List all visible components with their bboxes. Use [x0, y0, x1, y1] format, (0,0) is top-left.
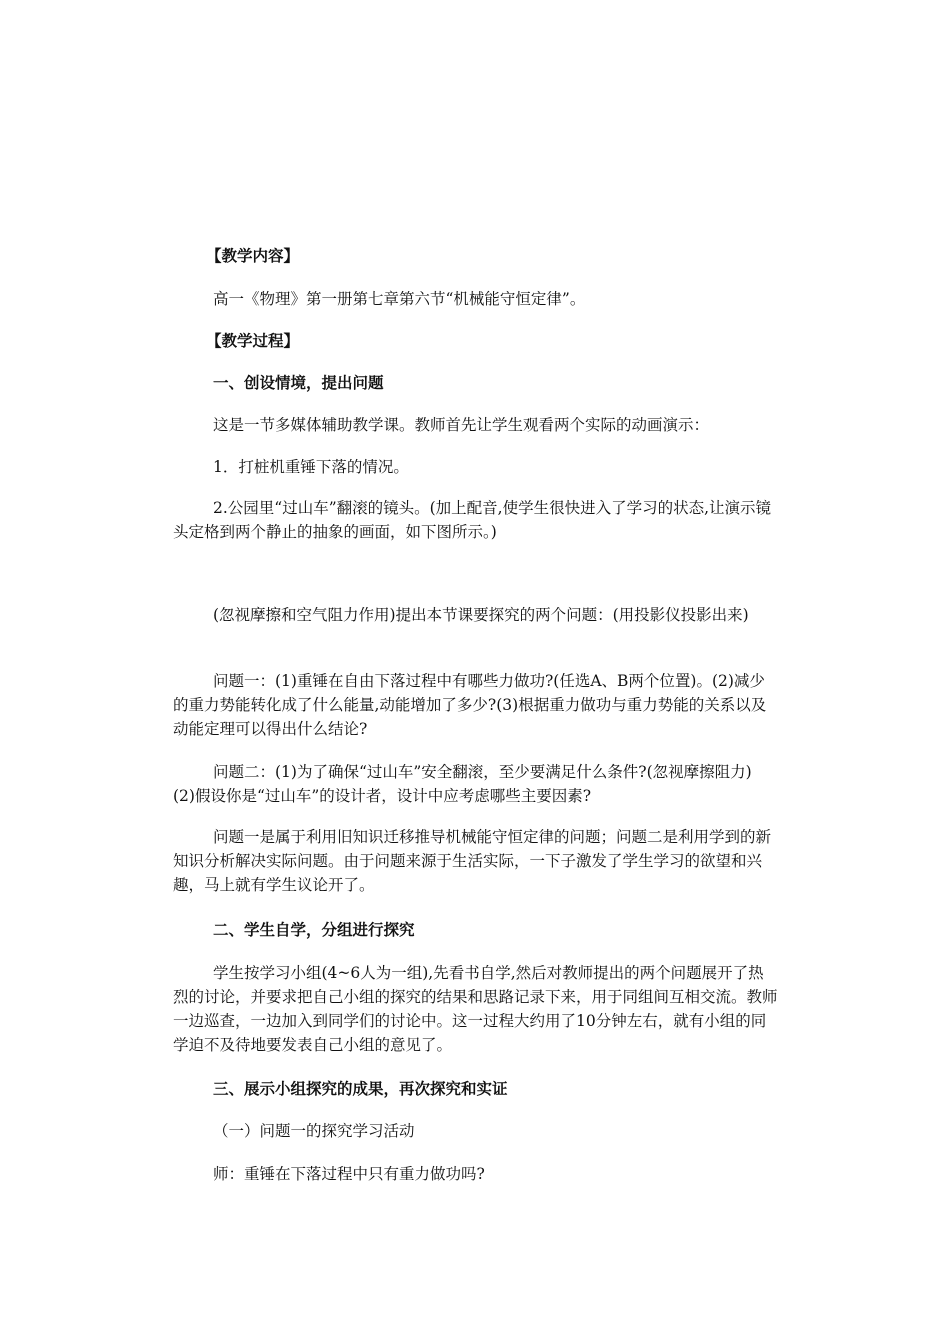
- part3-sub1: （一）问题一的探究学习活动: [213, 1122, 415, 1140]
- teaching-process-heading: 【教学过程】: [206, 331, 300, 350]
- part1-heading: 一、创设情境，提出问题: [213, 373, 384, 392]
- part2-text: 学生按学习小组(4~6人为一组),先看书自学,然后对教师提出的两个问题展开了热烈的讨论，并要求把自己小组的探究的结果和思路记录下来，用于同组间互相交流。教师一边巡查，一边加入到同学们的讨论中。这一过程大约用了10分钟左右，就有小组的同学迫不及待地要发表自己小组的意见了。: [173, 964, 778, 1054]
- part1-intro: 这是一节多媒体辅助教学课。教师首先让学生观看两个实际的动画演示：: [213, 416, 710, 434]
- part2-heading: 二、学生自学，分组进行探究: [213, 920, 415, 939]
- teacher-question: 师：重锤在下落过程中只有重力做功吗?: [213, 1165, 485, 1183]
- part3-heading: 三、展示小组探究的成果，再次探究和实证: [213, 1079, 508, 1098]
- teaching-content-heading: 【教学内容】: [206, 246, 300, 265]
- part1-item2: 2.公园里“过山车”翻滚的镜头。(加上配音,使学生很快进入了学习的状态,让演示镜头定格到两个静止的抽象的画面，如下图所示。): [173, 499, 772, 541]
- part1-item1: 1．打桩机重锤下落的情况。: [213, 458, 409, 476]
- part1-summary: 问题一是属于利用旧知识迁移推导机械能守恒定律的问题；问题二是利用学到的新知识分析解决实际问题。由于问题来源于生活实际，一下子激发了学生学习的欲望和兴趣，马上就有学生议论开了。: [173, 828, 772, 894]
- question-two: 问题二：(1)为了确保“过山车”安全翻滚，至少要满足什么条件?(忽视摩擦阻力) (2)假设你是“过山车”的设计者，设计中应考虑哪些主要因素?: [173, 763, 752, 805]
- part1-note: (忽视摩擦和空气阻力作用)提出本节课要探究的两个问题：(用投影仪投影出来): [213, 606, 749, 624]
- question-one: 问题一：(1)重锤在自由下落过程中有哪些力做功?(任选A、B两个位置)。(2)减少的重力势能转化成了什么能量,动能增加了多少?(3)根据重力做功与重力势能的关系以及动能定理可以得出什么结论?: [173, 672, 767, 738]
- teaching-content-text: 高一《物理》第一册第七章第六节“机械能守恒定律”。: [213, 290, 586, 308]
